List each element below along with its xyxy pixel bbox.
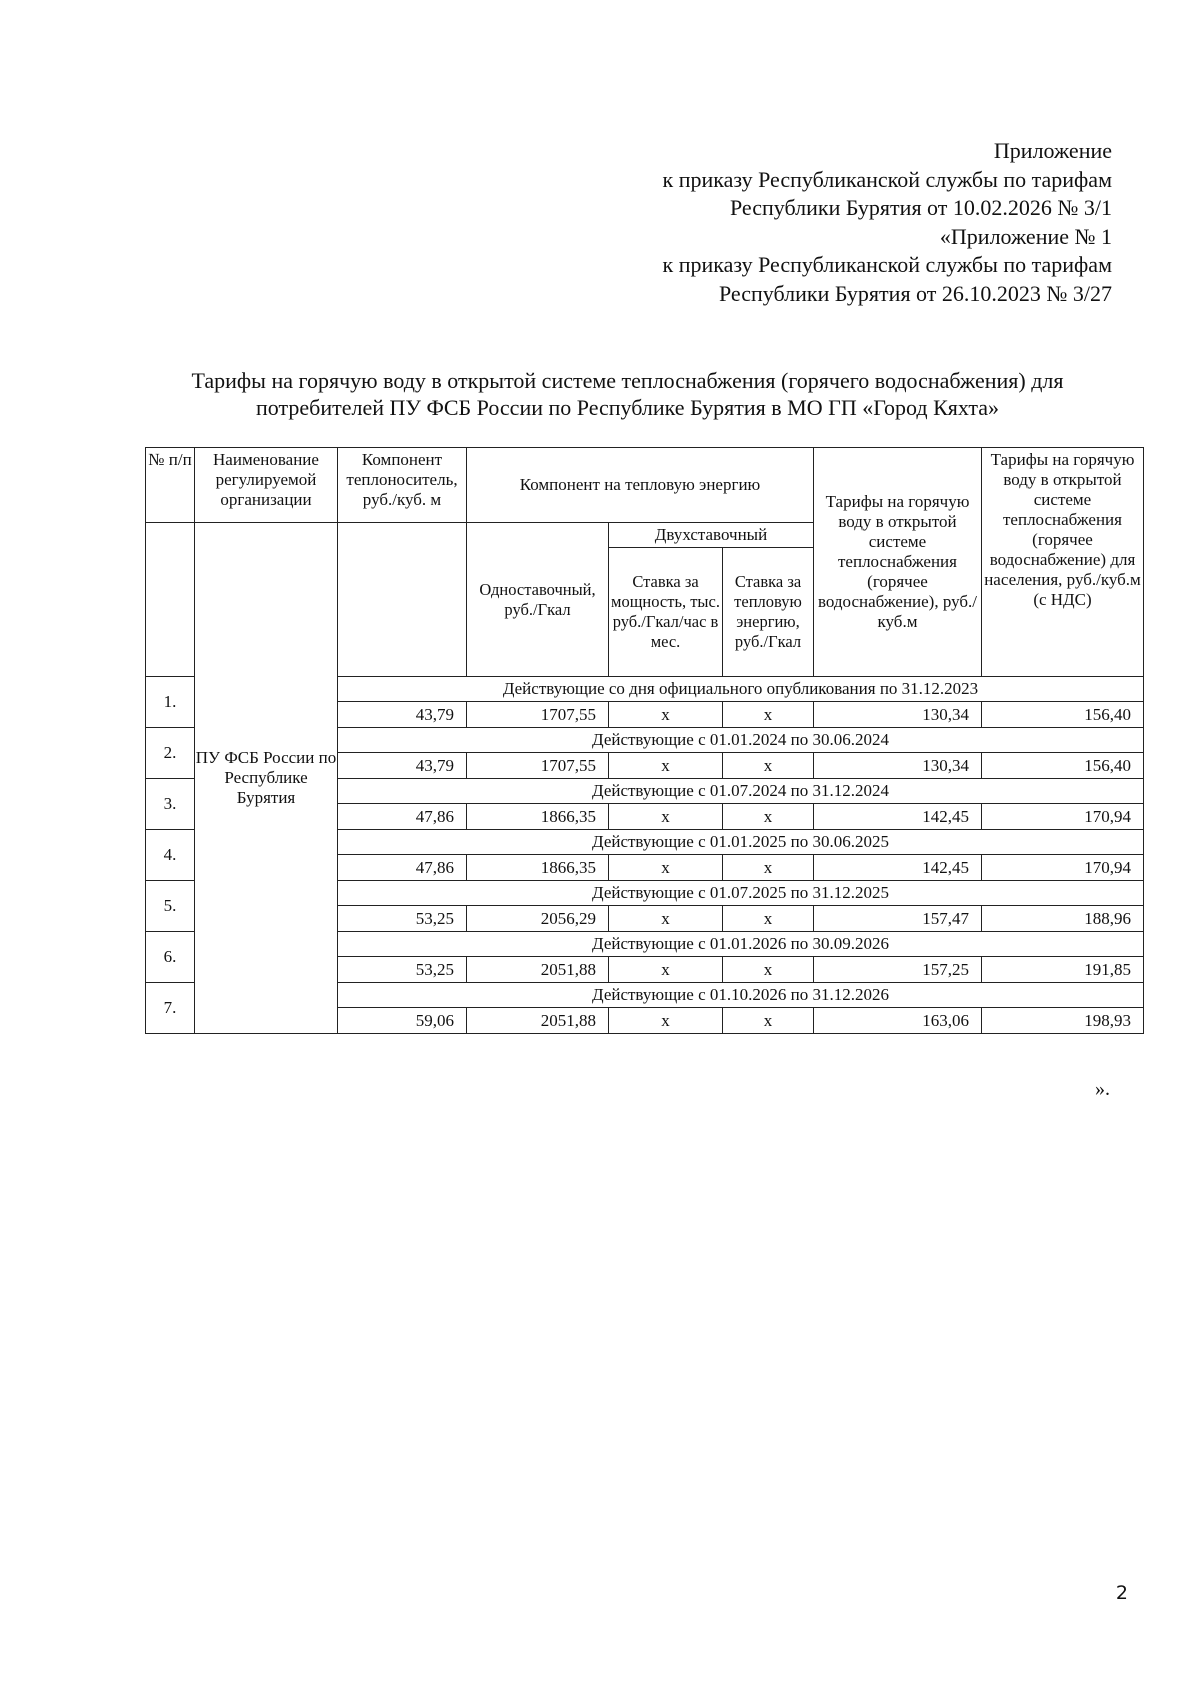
capacity-rate-value: х — [609, 804, 723, 830]
header-capacity-rate: Ставка за мощность, тыс. руб./Гкал/час в мес. — [609, 548, 723, 677]
document-header — [663, 137, 1112, 308]
capacity-rate-value: х — [609, 906, 723, 932]
table-header-row-1 — [146, 448, 1144, 523]
period-label: Действующие с 01.01.2025 по 30.06.2025 — [338, 830, 1144, 855]
header-num: № п/п — [146, 448, 195, 523]
row-number: 1. — [146, 677, 195, 728]
period-label: Действующие с 01.10.2026 по 31.12.2026 — [338, 983, 1144, 1008]
header-line: Республики Бурятия от 26.10.2023 № 3/27 — [718, 280, 1112, 306]
header-coolant: Компонент теплоноситель, руб./куб. м — [338, 448, 467, 523]
row-number: 3. — [146, 779, 195, 830]
header-single-rate: Одноставочный, руб./Гкал — [467, 523, 609, 677]
tariff-value: 157,47 — [814, 906, 982, 932]
period-label: Действующие с 01.01.2024 по 30.06.2024 — [338, 728, 1144, 753]
coolant-value: 43,79 — [338, 753, 467, 779]
coolant-value: 47,86 — [338, 855, 467, 881]
coolant-value: 47,86 — [338, 804, 467, 830]
single-rate-value: 1866,35 — [467, 804, 609, 830]
single-rate-value: 1707,55 — [467, 702, 609, 728]
energy-rate-value: х — [723, 753, 814, 779]
title-line-2: потребителей ПУ ФСБ России по Республике Бурятия в МО ГП «Город Кяхта» — [256, 395, 999, 420]
tariff-population-value: 188,96 — [982, 906, 1144, 932]
capacity-rate-value: х — [609, 855, 723, 881]
header-tariff-population: Тарифы на горячую воду в открытой системе теплоснабжения (горячее водоснабжение) для населения, руб./куб.м (с НДС) — [982, 448, 1144, 677]
header-energy-rate: Ставка за тепловую энергию, руб./Гкал — [723, 548, 814, 677]
tariff-table — [145, 447, 1144, 1034]
row-number: 6. — [146, 932, 195, 983]
capacity-rate-value: х — [609, 957, 723, 983]
energy-rate-value: х — [723, 855, 814, 881]
tariff-population-value: 191,85 — [982, 957, 1144, 983]
coolant-value: 53,25 — [338, 906, 467, 932]
period-label: Действующие со дня официального опубликования по 31.12.2023 — [338, 677, 1144, 702]
header-heat-component: Компонент на тепловую энергию — [467, 448, 814, 523]
header-line: «Приложение № 1 — [939, 223, 1112, 249]
tariff-population-value: 156,40 — [982, 702, 1144, 728]
header-coolant-blank — [338, 523, 467, 677]
energy-rate-value: х — [723, 702, 814, 728]
tariff-value: 142,45 — [814, 804, 982, 830]
single-rate-value: 1866,35 — [467, 855, 609, 881]
period-label: Действующие с 01.07.2025 по 31.12.2025 — [338, 881, 1144, 906]
row-number: 7. — [146, 983, 195, 1034]
single-rate-value: 2051,88 — [467, 1008, 609, 1034]
row-number: 5. — [146, 881, 195, 932]
coolant-value: 59,06 — [338, 1008, 467, 1034]
tariff-population-value: 156,40 — [982, 753, 1144, 779]
tariff-population-value: 198,93 — [982, 1008, 1144, 1034]
header-tariff: Тарифы на горячую воду в открытой системе теплоснабжения (горячее водоснабжение), руб./куб.м — [814, 448, 982, 677]
energy-rate-value: х — [723, 957, 814, 983]
energy-rate-value: х — [723, 804, 814, 830]
energy-rate-value: х — [723, 1008, 814, 1034]
page-number: 2 — [1115, 1582, 1128, 1604]
document-title — [130, 367, 1125, 421]
period-label: Действующие с 01.07.2024 по 31.12.2024 — [338, 779, 1144, 804]
row-number: 2. — [146, 728, 195, 779]
tariff-value: 163,06 — [814, 1008, 982, 1034]
header-org: Наименование регулируемой организации — [195, 448, 338, 523]
header-num-blank — [146, 523, 195, 677]
row-number: 4. — [146, 830, 195, 881]
title-line-1: Тарифы на горячую воду в открытой системе теплоснабжения (горячего водоснабжения) для — [191, 368, 1064, 393]
tariff-population-value: 170,94 — [982, 855, 1144, 881]
tariff-value: 130,34 — [814, 702, 982, 728]
tariff-population-value: 170,94 — [982, 804, 1144, 830]
tariff-value: 142,45 — [814, 855, 982, 881]
coolant-value: 53,25 — [338, 957, 467, 983]
single-rate-value: 1707,55 — [467, 753, 609, 779]
header-line: к приказу Республиканской службы по тарифам — [662, 166, 1112, 192]
organization-name: ПУ ФСБ России по Республике Бурятия — [195, 523, 338, 1034]
header-line: Республики Бурятия от 10.02.2026 № 3/1 — [729, 195, 1112, 220]
capacity-rate-value: х — [609, 1008, 723, 1034]
header-line: Приложение — [993, 138, 1112, 163]
coolant-value: 43,79 — [338, 702, 467, 728]
capacity-rate-value: х — [609, 753, 723, 779]
closing-quote: ». — [1095, 1078, 1110, 1100]
header-line: к приказу Республиканской службы по тарифам — [662, 252, 1112, 277]
capacity-rate-value: х — [609, 702, 723, 728]
single-rate-value: 2051,88 — [467, 957, 609, 983]
tariff-value: 157,25 — [814, 957, 982, 983]
tariff-value: 130,34 — [814, 753, 982, 779]
energy-rate-value: х — [723, 906, 814, 932]
single-rate-value: 2056,29 — [467, 906, 609, 932]
header-two-rate: Двухставочный — [609, 523, 814, 548]
period-label: Действующие с 01.01.2026 по 30.09.2026 — [338, 932, 1144, 957]
